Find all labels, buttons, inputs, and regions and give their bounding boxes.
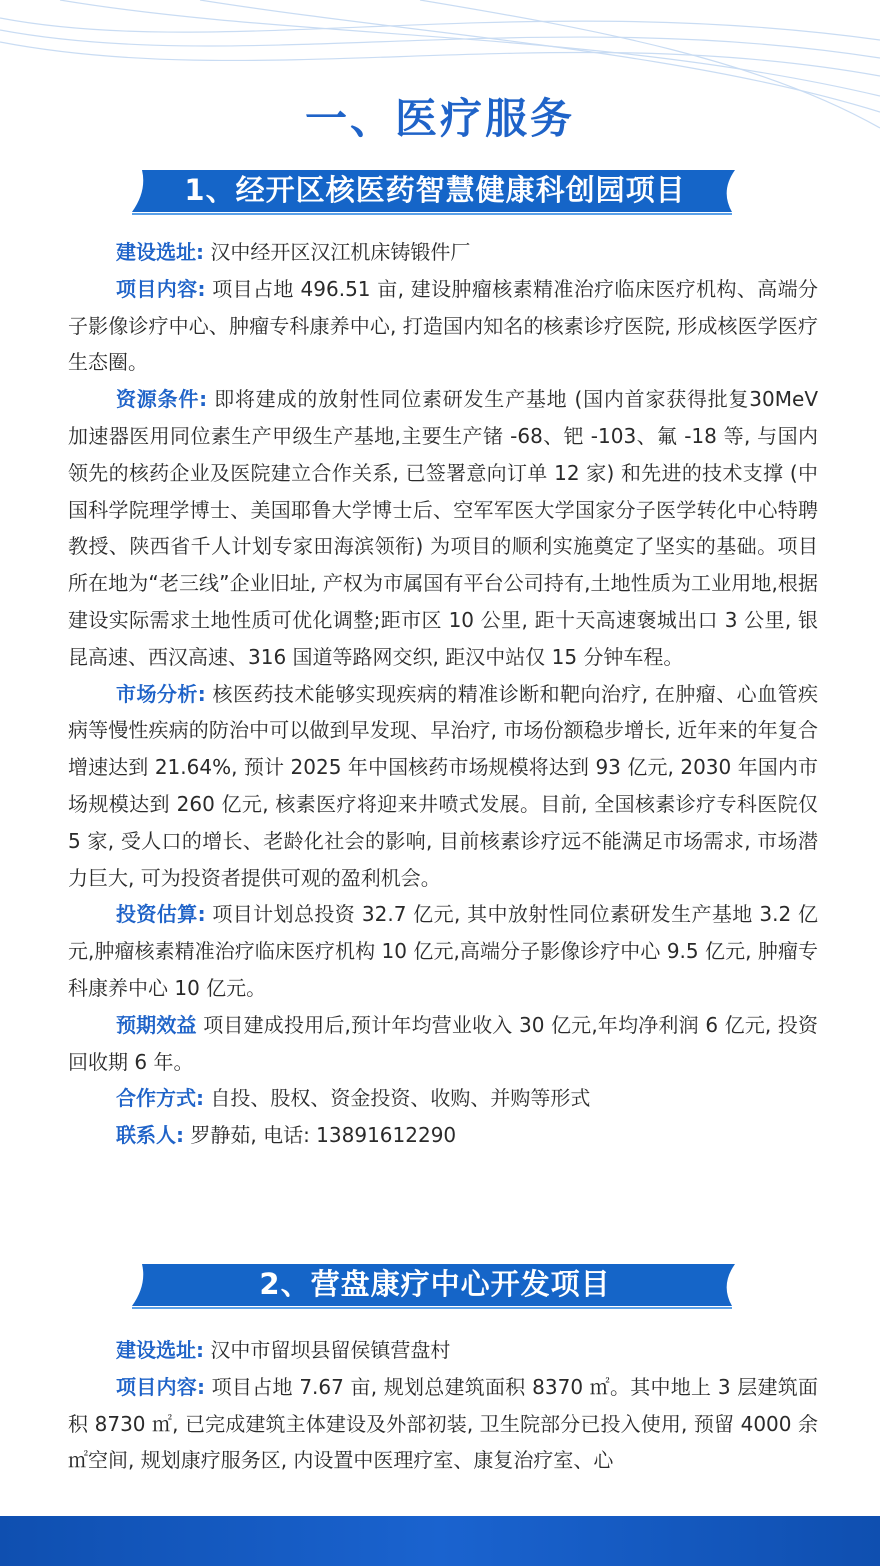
content-value: 项目占地 496.51 亩, 建设肿瘤核素精准治疗临床医疗机构、高端分子影像诊疗中心、肿瘤专科康养中心, 打造国内知名的核素诊疗医院, 形成核医学医疗生态圈。 (68, 276, 818, 375)
project-2-heading-banner (120, 1262, 750, 1310)
project-1-resources (68, 381, 818, 675)
location-value: 汉中市留坝县留侯镇营盘村 (204, 1338, 451, 1362)
project-1-cooperation (68, 1080, 818, 1117)
investment-label: 投资估算: (116, 902, 206, 927)
project-2-content (68, 1369, 818, 1479)
footer-bar (0, 1516, 880, 1566)
content-label: 项目内容: (116, 276, 206, 301)
content-value: 项目占地 7.67 亩, 规划总建筑面积 8370 ㎡。其中地上 3 层建筑面积 8730 ㎡, 已完成建筑主体建设及外部初装, 卫生院部分已投入使用, 预留 4000 余㎡空间, 规划康疗服务区, 内设置中医理疗室、康复治疗室、心 (68, 1374, 818, 1473)
page-title: 一、医疗服务 (304, 94, 575, 143)
project-1-benefits (68, 1007, 818, 1081)
location-label: 建设选址: (116, 1338, 204, 1362)
project-2-body (68, 1332, 818, 1479)
investment-value: 项目计划总投资 32.7 亿元, 其中放射性同位素研发生产基地 3.2 亿元,肿瘤核素精准治疗临床医疗机构 10 亿元,高端分子影像诊疗中心 9.5 亿元, 肿瘤专科康养中心 10 亿元。 (68, 902, 818, 1000)
project-1-heading: 1、经开区核医药智慧健康科创园项目 (184, 173, 686, 207)
content-label: 项目内容: (116, 1374, 206, 1399)
project-1-content (68, 271, 818, 381)
project-1-contact (68, 1117, 818, 1154)
resources-value: 即将建成的放射性同位素研发生产基地 (国内首家获得批复30MeV 加速器医用同位素生产甲级生产基地,主要生产锗 -68、钯 -103、氟 -18 等, 与国内领先的核药企业及医院建立合作关系, 已签署意向订单 12 家) 和先进的技术支撑 (中国科学院理学博士、美国耶鲁大学博士后、空军军医大学国家分子医学转化中心特聘教授、陕西省千人计划专家田海滨领衔) 为项目的顺利实施奠定了坚实的基础。项目所在地为“老三线”企业旧址, 产权为市属国有平台公司持有,土地性质为工业用地,根据建设实际需求土地性质可优化调整;距市区 10 公里, 距十天高速褒城出口 3 公里, 银昆高速、西汉高速、316 国道等路网交织, 距汉中站仅 15 分钟车程。 (68, 387, 819, 669)
project-1-location (68, 234, 818, 271)
location-label: 建设选址: (116, 240, 204, 264)
cooperation-value: 自投、股权、资金投资、收购、并购等形式 (204, 1086, 591, 1111)
benefits-label: 预期效益 (116, 1012, 197, 1037)
benefits-value: 项目建成投用后,预计年均营业收入 30 亿元,年均净利润 6 亿元, 投资回收期 6 年。 (68, 1012, 819, 1074)
project-1-investment (68, 896, 818, 1006)
contact-label: 联系人: (116, 1123, 184, 1148)
contact-value: 罗静茹, 电话: 13891612290 (184, 1123, 457, 1148)
market-value: 核医药技术能够实现疾病的精准诊断和靶向治疗, 在肿瘤、心血管疾病等慢性疾病的防治中可以做到早发现、早治疗, 市场份额稳步增长, 近年来的年复合增速达到 21.64%, 预计 2025 年中国核药市场规模将达到 93 亿元, 2030 年国内市场规模达到 260 亿元, 核素医疗将迎来井喷式发展。目前, 全国核素诊疗专科医院仅 5 家, 受人口的增长、老龄化社会的影响, 目前核素诊疗远不能满足市场需求, 市场潜力巨大, 可为投资者提供可观的盈利机会。 (68, 681, 819, 890)
project-1-heading-banner (120, 168, 750, 216)
project-1-market (68, 676, 818, 897)
cooperation-label: 合作方式: (116, 1086, 204, 1111)
project-2-location (68, 1332, 818, 1369)
location-value: 汉中经开区汉江机床铸锻件厂 (204, 240, 471, 264)
market-label: 市场分析: (116, 681, 206, 706)
project-1-body (68, 234, 818, 1154)
resources-label: 资源条件: (116, 387, 208, 412)
project-2-heading: 2、营盘康疗中心开发项目 (259, 1267, 611, 1301)
